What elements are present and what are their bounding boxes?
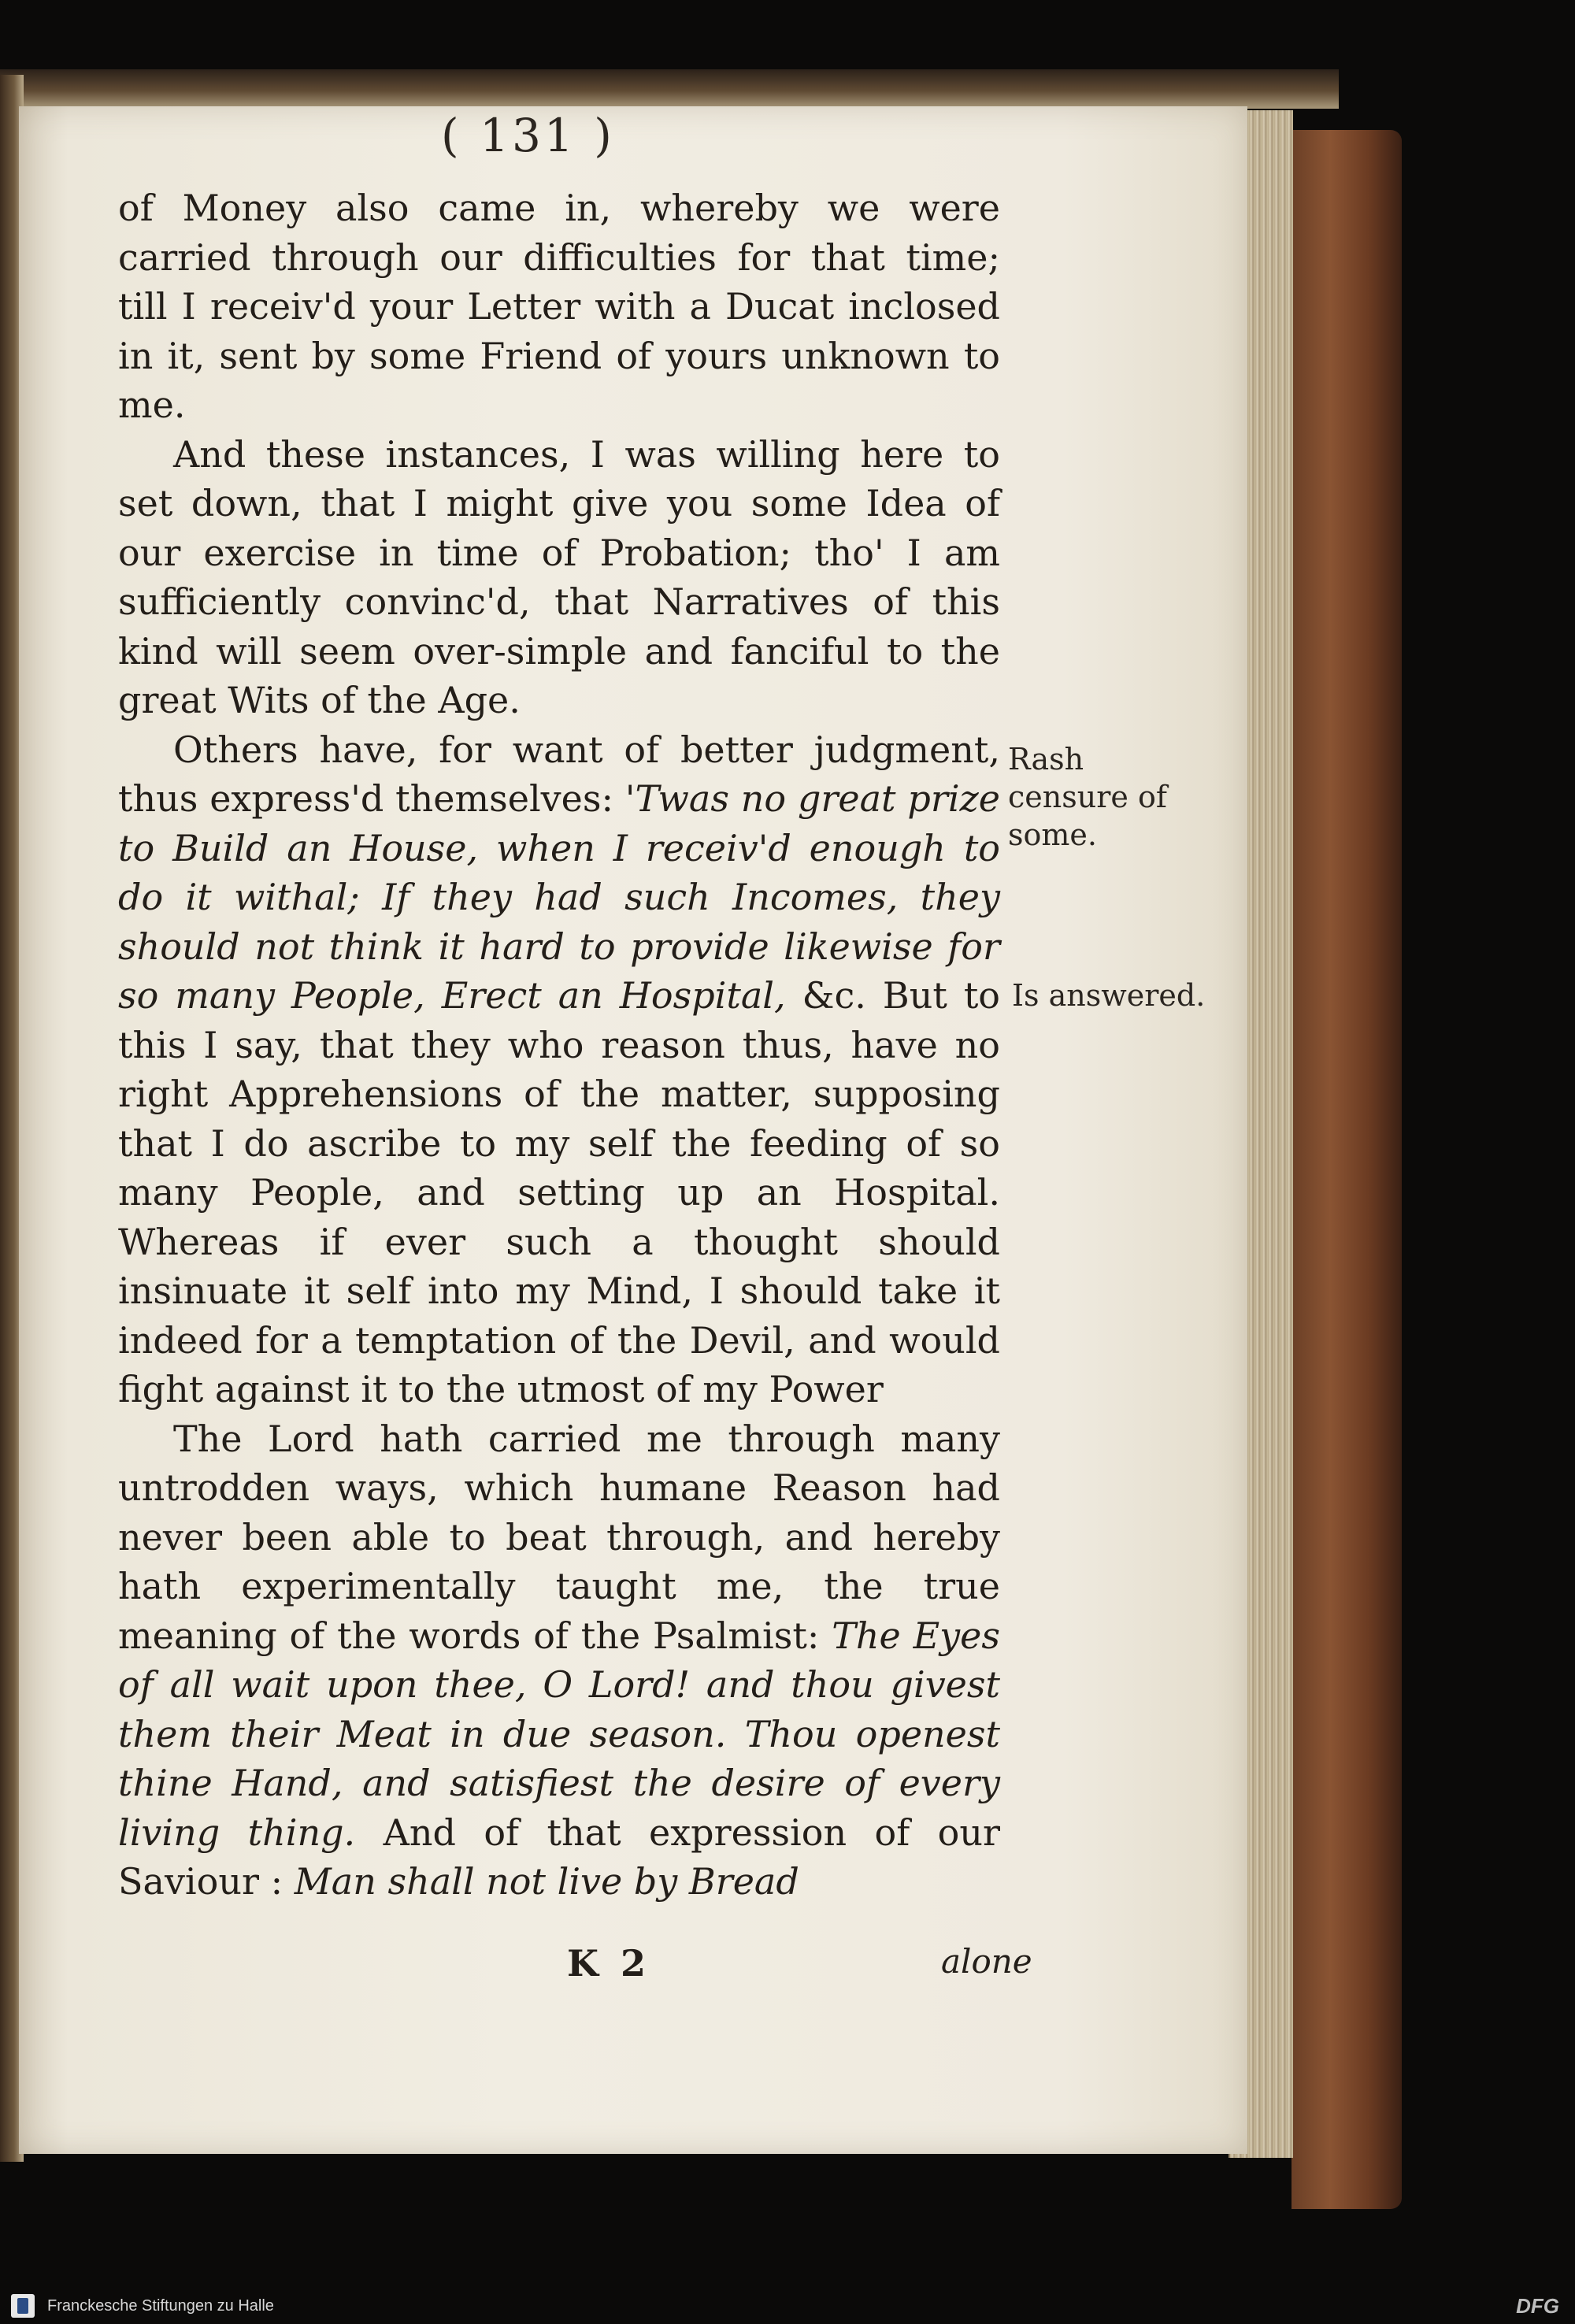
margin-note-answered: Is answered. <box>1012 978 1206 1013</box>
paragraph-4-intro: The Lord hath carried me through many untrodden ways, which humane Reason had never been able to beat through, and hereby hath experimentally taught me, the true meaning of the words of the Psalmist: <box>118 1417 1000 1657</box>
paragraph-3-intro: Others have, for want of better judgment, thus express'd themselves: <box>118 728 1000 820</box>
paragraph-3-quote: 'Twas no great prize to Build an House, when I receiv'd enough to do it withal; If they had such Incomes, they should not think it hard to provide likewise for so many People, Erect an Hospital, <box>118 777 1000 1017</box>
paragraph-4-psalm-quote: The Eyes of all wait upon thee, O Lord! and thou givest them their Meat in due season. Thou openest thine Hand, and satisfiest the desire of every living thing. <box>118 1614 1000 1854</box>
institution-logo-icon <box>11 2294 35 2318</box>
paragraph-4-saviour-quote: Man shall not live by Bread <box>294 1860 799 1903</box>
paragraph-1: of Money also came in, whereby we were carried through our difficulties for that time; till I receiv'd your Letter with a Ducat inclosed in it, sent by some Friend of yours unknown to me. <box>118 187 1000 426</box>
paragraph-2: And these instances, I was willing here to set down, that I might give you some Idea of our exercise in time of Probation; tho' I am sufficiently convinc'd, that Narratives of this kind will seem over-simple and fanciful to the great Wits of the Age. <box>118 432 1000 721</box>
catchword: alone <box>941 1942 1032 1981</box>
paragraph-3 <box>118 725 1000 1414</box>
paragraph-4 <box>118 1414 1000 1907</box>
book-cover-edge <box>1292 130 1402 2209</box>
main-text <box>118 183 1000 1907</box>
institution-name: Franckesche Stiftungen zu Halle <box>47 2297 274 2315</box>
book-top-edge <box>0 69 1339 109</box>
footer-bar <box>0 2288 1575 2324</box>
margin-note-rash-censure: Rash censure of some. <box>1008 742 1167 852</box>
dfg-logo: DFG <box>1516 2294 1559 2318</box>
signature-mark: K 2 <box>567 1942 651 1985</box>
paragraph-3-reply: &c. But to this I say, that they who reason thus, have no right Apprehensions of the matter, supposing that I do ascribe to my self the feeding of so many People, and setting up an Hospital. Whereas if ever such a thought should insinuate it self into my Mind, I should take it indeed for a temptation of the Devil, and would fight against it to the utmost of my Power <box>118 974 1000 1410</box>
paragraph-4-middle: And of that expression of our Saviour : <box>118 1811 1000 1903</box>
page-number: ( 131 ) <box>441 109 615 162</box>
